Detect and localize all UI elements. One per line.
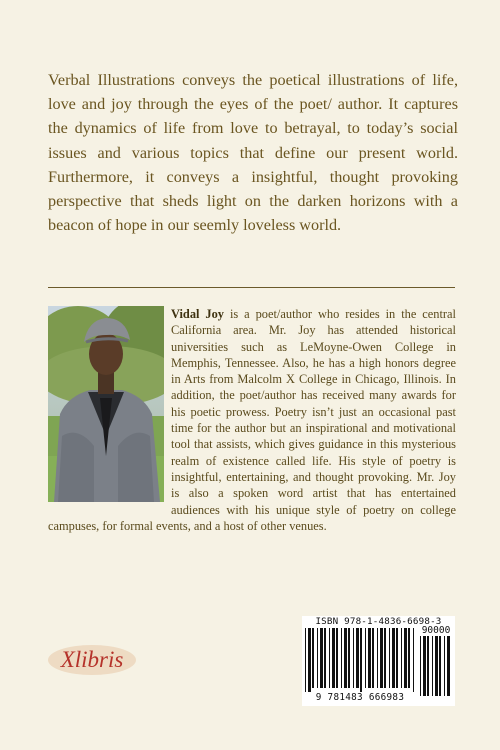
barcode-bar bbox=[432, 636, 433, 696]
barcode-bar bbox=[423, 636, 426, 696]
barcode-bar bbox=[404, 628, 407, 688]
barcode-bar bbox=[435, 636, 438, 696]
book-blurb: Verbal Illustrations conveys the poetical illustrations of life, love and joy through the eyes of the poet/ author. It captures the dynamics of life from love to betrayal, to today’s social issues and various topics that define our present world. Furthermore, it conveys a insightful, thought provoking perspective that sheds light on the darken horizons with a beacon of hope in our seemly loveless world. bbox=[48, 71, 458, 235]
publisher-logo bbox=[46, 640, 138, 678]
barcode-bar bbox=[439, 636, 441, 696]
barcode-bar bbox=[396, 628, 398, 688]
ean-number: 9 781483 666983 bbox=[302, 692, 418, 703]
isbn-addon-number: 90000 bbox=[421, 625, 451, 636]
barcode-bar bbox=[447, 636, 450, 696]
barcode-bar bbox=[336, 628, 338, 688]
barcode-bar bbox=[392, 628, 395, 688]
barcode-bar bbox=[308, 628, 311, 696]
barcode-bar bbox=[377, 628, 378, 688]
barcode-bar bbox=[332, 628, 335, 688]
author-portrait-image bbox=[48, 306, 164, 502]
isbn-label: ISBN 978-1-4836-6698-3 bbox=[315, 616, 442, 627]
barcode-bar bbox=[408, 628, 410, 688]
barcode-bar bbox=[356, 628, 359, 688]
barcode-bar bbox=[353, 628, 354, 688]
barcode-bar bbox=[380, 628, 383, 688]
barcode-bar bbox=[413, 628, 414, 696]
barcode-bar bbox=[312, 628, 314, 688]
barcode-bar bbox=[384, 628, 386, 688]
barcode-bar bbox=[372, 628, 374, 688]
barcode-bar bbox=[341, 628, 342, 688]
barcode-bar bbox=[420, 636, 421, 696]
barcode-bar bbox=[368, 628, 371, 688]
barcode-bar bbox=[401, 628, 402, 688]
barcode-bar bbox=[344, 628, 347, 688]
isbn-barcode bbox=[302, 616, 455, 706]
svg-text:Xlibris: Xlibris bbox=[60, 647, 124, 672]
barcode-bar bbox=[360, 628, 362, 696]
barcode-bar bbox=[317, 628, 318, 688]
author-bio-text: is a poet/author who resides in the central California area. Mr. Joy has attended historical universities such as LeMoyne-Owen College in Memphis, Tennessee. Also, he has a high honors degree in Arts from Malcolm X College in Chicago, Illinois. In addition, the poet/author has received many awards for his poetic prowess. Poetry isn’t just an occasional past time for the author but an inspirational and motivational tool that assists, which gives guidance in this mysterious realm of existence called life. His style of poetry is insightful, entertaining, and thought provoking. Mr. Joy is also a spoken word artist that has entertained audiences with his unique style of poetry on college campuses, for formal events, and a host of other venues. bbox=[48, 307, 456, 533]
barcode-bar bbox=[444, 636, 445, 696]
barcode-bar bbox=[324, 628, 326, 688]
barcode-bars-icon bbox=[305, 628, 417, 696]
barcode-bar bbox=[427, 636, 429, 696]
barcode-bar bbox=[365, 628, 366, 688]
author-photo bbox=[48, 306, 164, 502]
barcode-bar bbox=[329, 628, 330, 688]
author-name: Vidal Joy bbox=[171, 307, 224, 321]
ean-bars bbox=[305, 628, 417, 701]
divider-line bbox=[48, 287, 455, 288]
barcode-bar bbox=[305, 628, 306, 696]
barcode-bar bbox=[320, 628, 323, 688]
addon-bars bbox=[420, 636, 453, 701]
xlibris-logo-icon bbox=[46, 640, 138, 678]
barcode-bar bbox=[389, 628, 390, 688]
barcode-bar bbox=[348, 628, 350, 688]
addon-barcode-bars-icon bbox=[420, 636, 453, 696]
